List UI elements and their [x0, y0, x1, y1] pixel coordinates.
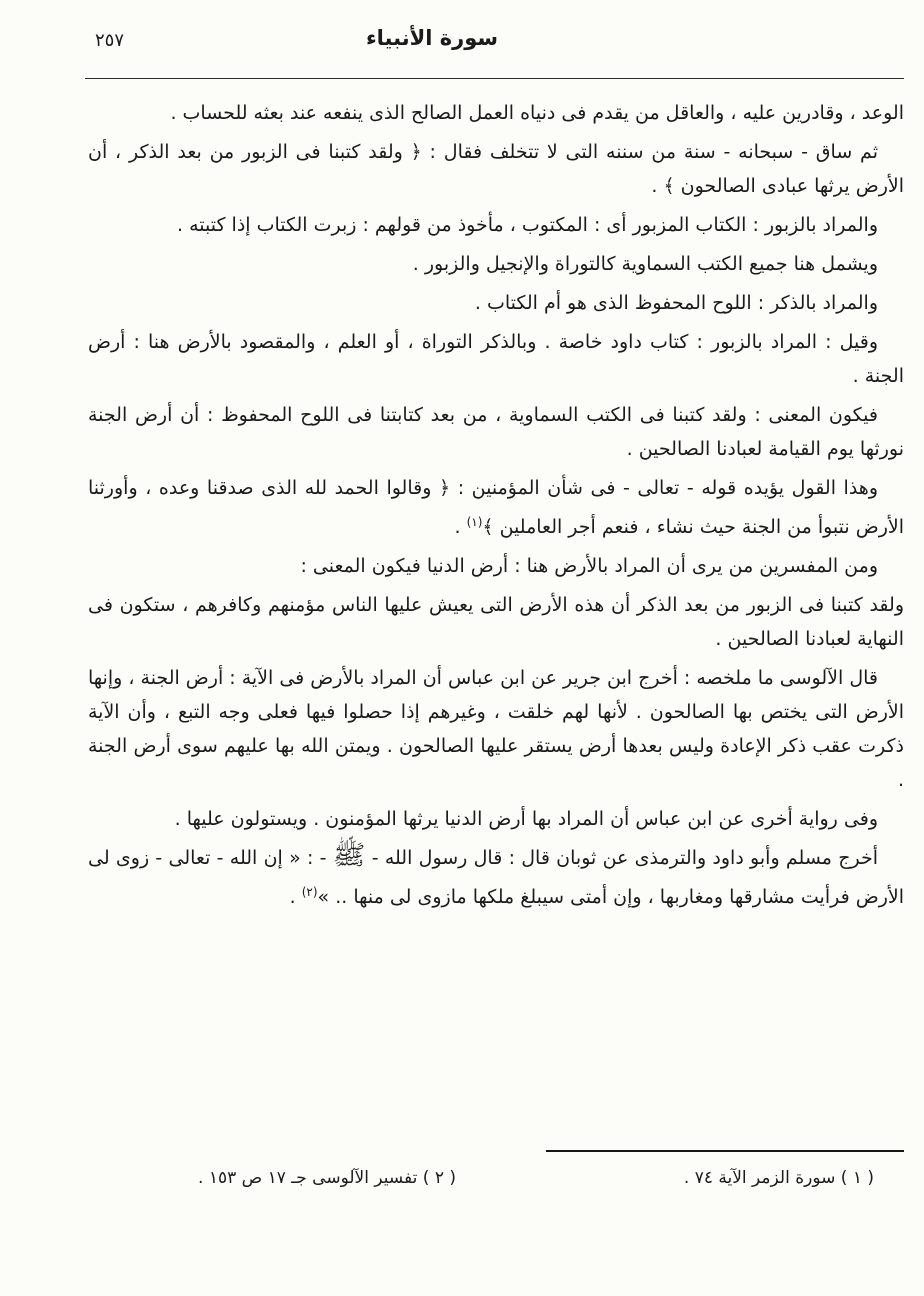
- paragraph: [88, 661, 904, 797]
- paragraph: [88, 549, 904, 583]
- paragraph: [88, 398, 904, 466]
- body-text: وفى رواية أخرى عن ابن عباس أن المراد بها أرض الدنيا يرثها المؤمنون . ويستولون عليها .: [174, 808, 878, 830]
- body-text: أخرج مسلم وأبو داود والترمذى عن ثوبان قال : قال رسول الله -: [365, 847, 878, 869]
- paragraph: [88, 841, 904, 914]
- body-text: والمراد بالزبور : الكتاب المزبور أى : المكتوب ، مأخوذ من قولهم : زبرت الكتاب إذا كتبته .: [176, 214, 878, 236]
- footnote-marker: (٢): [301, 885, 318, 899]
- body-text: فيكون المعنى : ولقد كتبنا فى الكتب السماوية ، من بعد كتابتنا فى اللوح المحفوظ : أن أرض الجنة نورثها يوم القيامة لعبادنا الصالحين .: [88, 404, 904, 460]
- body-text: ثم ساق - سبحانه - سنة من سننه التى لا تتخلف فقال :: [421, 141, 878, 163]
- paragraph: [88, 135, 904, 203]
- quran-verse: ﴿ ولقد كتبنا فى الزبور من بعد الذكر ، أن الأرض يرثها عبادى الصالحون ﴾: [88, 141, 904, 197]
- body-text: .: [651, 175, 664, 197]
- body-text: ولقد كتبنا فى الزبور من بعد الذكر أن هذه الأرض التى يعيش عليها الناس مؤمنهم وكافرهم ، ستكون فى النهاية لعبادنا الصالحين .: [88, 594, 904, 650]
- body-text: .: [454, 516, 467, 538]
- paragraph: [88, 208, 904, 242]
- footnote-2: ( ٢ ) تفسير الآلوسى جـ ١٧ ص ١٥٣ .: [198, 1168, 456, 1188]
- page-number: ٢٥٧: [95, 30, 125, 51]
- body-text: وقيل : المراد بالزبور : كتاب داود خاصة . وبالذكر التوراة ، أو العلم ، والمقصود بالأرض هنا : أرض الجنة .: [88, 331, 904, 387]
- quran-verse: ﴿ وقالوا الحمد لله الذى صدقنا وعده ، وأورثنا الأرض نتبوأ من الجنة حيث نشاء ، فنعم أجر العاملين ﴾: [88, 477, 904, 538]
- body-text: والمراد بالذكر : اللوح المحفوظ الذى هو أم الكتاب .: [474, 292, 878, 314]
- body-text: وهذا القول يؤيده قوله - تعالى - فى شأن المؤمنين :: [450, 477, 879, 499]
- footnote-separator-rule: [546, 1150, 904, 1152]
- surah-title: سورة الأنبياء: [365, 26, 499, 50]
- paragraph: [88, 286, 904, 320]
- paragraph: [88, 96, 904, 130]
- body-text: - : « إن الله - تعالى - زوى لى الأرض فرأيت مشارقها ومغاربها ، وإن أمتى سيبلغ ملكها مازوى لى منها .. »: [88, 847, 904, 908]
- body-text: .: [289, 886, 302, 908]
- paragraph: [88, 588, 904, 656]
- paragraph: [88, 247, 904, 281]
- body-text: الوعد ، وقادرين عليه ، والعاقل من يقدم فى دنياه العمل الصالح الذى ينفعه عند بعثه للحساب .: [170, 102, 904, 124]
- page-header: [0, 0, 924, 80]
- body-text: قال الآلوسى ما ملخصه : أخرج ابن جرير عن ابن عباس أن المراد بالأرض فى الآية : أرض الجنة ، وإنها الأرض التى يختص بها الصالحون . لأنها لهم خلقت ، وغيرهم إذا حصلوا فيها فعلى وجه التبع ، وأن الآية ذكرت عقب ذكر الإعادة وليس بعدها أرض يستقر عليها الصالحون . ويمتن الله بها عليهم سوى أرض الجنة .: [88, 667, 904, 791]
- paragraph: [88, 802, 904, 836]
- page-body: [88, 96, 904, 919]
- footnotes-section: [88, 1150, 904, 1190]
- paragraph: [88, 325, 904, 393]
- body-text: ويشمل هنا جميع الكتب السماوية كالتوراة والإنجيل والزبور .: [412, 253, 878, 275]
- paragraph: [88, 471, 904, 544]
- header-rule: [85, 78, 904, 79]
- body-text: ومن المفسرين من يرى أن المراد بالأرض هنا : أرض الدنيا فيكون المعنى :: [300, 555, 878, 577]
- footnote-row: [88, 1166, 904, 1190]
- footnote-marker: (١): [466, 515, 483, 529]
- footnote-1: ( ١ ) سورة الزمر الآية ٧٤ .: [683, 1168, 874, 1188]
- prophet-honorific: ﷺ: [332, 840, 366, 871]
